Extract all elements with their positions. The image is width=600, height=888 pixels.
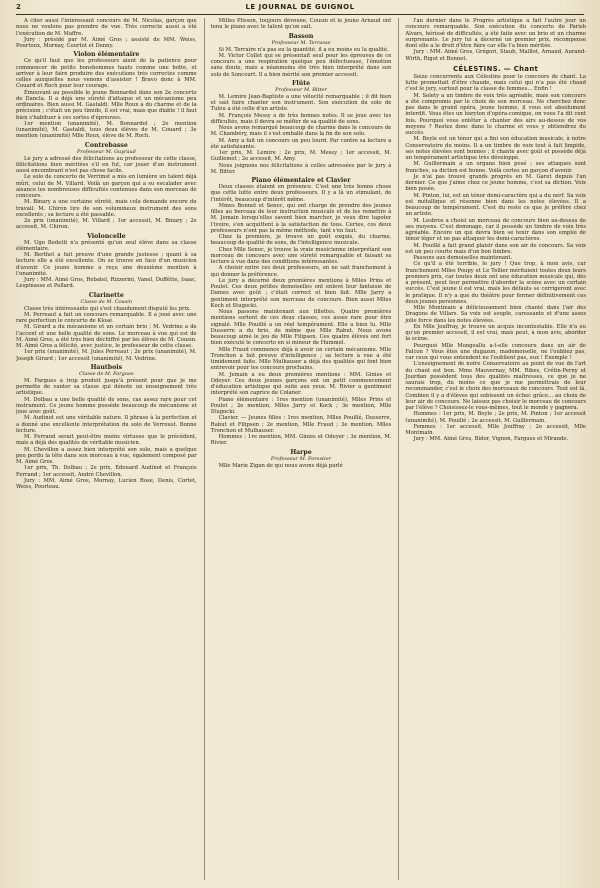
paragraph: Milles Plisson, toujours dévouée, Cousin et le jeune Arnaud ont tenu le piano avec le talent qu'on sait. — [210, 18, 392, 31]
paragraph: Jury : MM. Aimé Gros, Mornay, Lucien Rose, Denis, Cortet, Weiss, Pourteau. — [16, 477, 197, 490]
paragraph: M. Lesbros a choisi un morceau de concours bien au-dessus de ses moyens. C'est dommage, car il possède un timbre de voix très agréable. Encore un qui devra bien se tenir dans son emploi de ténor léger et ne pas attaquer les demi-caractères. — [405, 217, 587, 243]
paragraph: M. Ferrand serait peut-être moins virtuose que le précédent, mais a déjà des qualités de véritable musicien. — [16, 434, 197, 447]
paragraph: Ce qu'il faut que les professeurs aient de la patience pour commencer de petits bonshommes hauts comme une botte, et arriver à leur faire produire des exécutions très correctes comme celles auxquelles nous venons d'assister ! Bravo donc à MM. Couard et Roch pour leur courage. — [16, 58, 197, 90]
paragraph: En Mlle Jouffray, je trouve un acquis incontestable. Elle n'a eu qu'un premier accessit, il est vrai, mais peut, à mon avis, aborder la scène. — [405, 323, 587, 343]
paragraph: Le jury a décerné deux premières mentions à Mlles Prins et Poulet. Ces deux petites demoiselles ont enlevé leur fantaisie de Dames avec goût ; c'était correct et bien fait. Mlle Jarry a gentiment interprété son morceau de concours. Bien aussi Mlles Koch et Stugocki. — [210, 277, 392, 309]
page-number: 2 — [16, 3, 22, 11]
section-heading: Violoncelle — [87, 232, 126, 240]
paragraph: Chez la première, je trouve un goût exquis, du charme, beaucoup de qualité de sons, de l'intelligence musicale. — [210, 234, 392, 247]
paragraph: M. Binary a une certaine sûreté, mais cela demande encore du travail. M. Chiron tire de son volumineux instrument des sons excellents ; sa lecture a été passable. — [16, 199, 197, 218]
paragraph: l'an dernier dans le Progrès artistique a fait l'autre jour un concours remarquable. Son exécution du concerto de Parish Alvars, hérissé de difficultés, a été faite avec un brio et un charme surprenants. Le jury lui a décerné un premier prix, récompense dont elle a le droit d'être fière car elle l'a bien méritée. — [405, 18, 587, 49]
paragraph: Le jury a adressé des félicitations au professeur de cette classe, félicitations bien méritées s'il en fut, car jouer d'un instrument aussi encombrant n'est pas chose facile. — [16, 155, 197, 174]
paragraph: 2e prix (unanimité), M. Villard ; 1er accessit, M. Binary ; 2e accessit, M. Chiron. — [16, 218, 197, 231]
article-columns — [16, 18, 586, 880]
paragraph: Je n'ai pas trouvé grands progrès en M. Garet depuis l'an dernier. Ce que j'aime chez ce jeune homme, c'est sa diction. Voix bien posée. — [405, 173, 587, 193]
paragraph: Jury : MM. Aimé Gros, Grégori, Staub, Maillot, Arnaud, Aurand-Wirth, Rigot et Bonnet. — [405, 49, 587, 62]
column-right — [398, 18, 586, 880]
paragraph: M. Girard a du mécanisme et un certain brio ; M. Vedrine a de l'accent et une belle qualité de sons. Le morceau à vue qui est de M. Aimé Gros, a été très bien déchiffré par les élèves de M. Cousin. M. Aimé Gros a félicité, avec justice, le professeur de cette classe. — [16, 324, 197, 349]
paragraph: 1er prix (unanimité), M. Jules Perreaut ; 2e prix (unanimité), M. Joseph Girard ; 1er accessit (unanimité), M. Vedrine. — [16, 349, 197, 362]
paragraph: Pourquoi Mlle Mongeallu a-t-elle concouru dans un air de Falcon ? Vous êtes une dugazon, mademoiselle, ne l'oubliez pas, car ceux qui vous entendent ne l'oublient pas, eux ! Exemple ! — [405, 342, 587, 361]
section-heading: Hautbois — [90, 363, 123, 371]
paragraph: M. Lemire Jean-Baptiste a une vélocité remarquable ; il dit bien et sait faire chanter son instrument. Son exécution du solo de Tulou a été celle d'un artiste. — [210, 93, 392, 113]
paragraph: Hommes : 1er prix, M. Beyle ; 2e prix, M. Pinton ; 1er accessit (unanimité), M. Pouillé ; 2e accessit, M. Guillermain. — [405, 411, 587, 424]
column-left — [16, 18, 197, 880]
section-subtitle: Professeur M. Bitter — [275, 86, 327, 93]
paragraph: M. Pouillé a fait grand plaisir dans son air de concours. Sa voix est un peu courte mais d'un bon timbre. — [405, 242, 587, 255]
paragraph: M. Solety a un timbre de voix très agréable, mais son concours a été compromis par le choix de son morceau. Ne cherchez donc pas dans le grand opéra, jeune homme, il vous est absolument interdit. Vous êtes un baryton d'opéra-comique, on vous l'a dit cent fois. Pourquoi vous entêter à chanter des airs au-dessus de vos moyens ? Restez donc dans le charme et vous y obtiendrez du succès. — [405, 92, 587, 136]
section-subtitle: Classe de M. Fargues — [79, 370, 134, 377]
section-subtitle: Classe de M. Cousin — [80, 298, 133, 305]
section-heading: Clarinette — [88, 291, 124, 299]
paragraph: M. Ugo Bedetti n'a présenté qu'un seul élève dans sa classe élémentaire. — [16, 239, 197, 252]
paragraph: Mlle Marie Zigan de qui nous avons déjà parlé — [218, 462, 343, 469]
paragraph: M. Fargues a trop produit jusqu'à présent pour que je me permette de vanter sa classe qui dénote un enseignement très artistique. — [16, 377, 197, 397]
paragraph: M. Audinot est une véritable nature. Il phrase à la perfection et a donné une excellente interprétation du solo de Verroust. Bonne lecture. — [16, 415, 197, 434]
paragraph: Jury : MM. Aimé Gros, Bidor, Vignon, Fargues et Mirande. — [413, 436, 569, 443]
paragraph: M. Jemain a eu deux premières mentions : MM. Ginies et Odeyer. Ces deux jeunes garçons ont un petit commencement d'éducation artistique qui suite aux yeux. M. Rivier a gentiment interprété son caprice de Colaner. — [210, 371, 392, 397]
paragraph: Clavier. — Jeunes filles : 1res mention, Mlles Pouillé, Dusserre, Rabut et Filipsen ; 2e mention, Mlle Fraud ; 3e mention, Mlles Tronchon et Mulhauser. — [210, 415, 392, 434]
section-heading: CÉLESTINS. — Chant — [453, 64, 539, 73]
paragraph: Femmes : 1er accessit, Mlle Jouffray ; 2e accessit, Mlle Montmain. — [405, 423, 587, 436]
column-middle — [204, 18, 392, 880]
paragraph: A citer aussi l'intéressant concours de M. Nicolas, garçon que nous ne voulons pas prendre de vue. Très correcte aussi a été l'exécution de M. Maffre. — [16, 18, 197, 37]
paragraph: M. Berthet a fait preuve d'une grande justesse ; quant à sa lecture elle a été excellente. On se trouve en face d'un musicien d'avenir. Ce jeune homme a reçu une deuxième mention à l'unanimité. — [16, 252, 197, 277]
paragraph: Piano élémentaire : 1res mention (unanimité), Mlles Prins et Poulet ; 2e mention, Mlles Jarry et Kock ; 3e mention, Mlle Stugocki. — [210, 396, 392, 415]
paragraph: M. Chevillon a assez bien interprété son solo, mais a quelque peu perdu la tête dans son morceau à vue, également composé par M. Aimé Gros. — [16, 446, 197, 465]
header-rule — [16, 14, 584, 15]
paragraph: Jury : MM. Aimé Gros, Rebatel, Rizzerini, Vanel, Duffètte, Isaac, Lespinasse et Pallard. — [16, 277, 197, 290]
paragraph: A choisir entre ces deux professeurs, on ne sait franchement à qui donner la préférence. — [210, 265, 392, 278]
paragraph: Hommes : 1re mention, MM. Ginies et Odeyer ; 3e mention, M. Rivier. — [210, 434, 392, 447]
paragraph: Si M. Terraire n'a pas eu la quantité, il a eu moins eu la qualité. — [218, 46, 389, 53]
paragraph: Chez Mlle Senoc, je trouve la vraie musicienne interprétant son morceau de concours avec une sûreté remarquable et faisant sa lecture à vue dans des conditions intéressantes. — [210, 246, 392, 265]
paragraph: L'enseignement de notre Conservatoire au point de vue de l'art du chant est bon. Mme Mauvernay, MM. Ribes, Crétin-Perny et Jourdan possèdent tous des qualités maîtresses, ce que je ne saurais trop, du moins ce que je me permettrais de leur recommander, c'est le choix des morceaux de concours. Tout est là. Combien il y a d'élèves qui subissent un échec grâce... au choix de leur air de concours. Ne laissez pas choisir le morceau de concours par l'élève ? Choisissez-le vous-mêmes, tout le monde y gagnera. — [405, 361, 587, 411]
paragraph: 1er mention (unanimité), M. Bonnardel ; 2e mention (unanimité), M. Gastaldi, tous deux élèves de M. Couard ; 3e mention (unanimité) Mlle Roux, élève de M. Roch. — [16, 120, 197, 140]
paragraph: Passons aux demoiselles maintenant. — [413, 255, 513, 261]
paragraph: M. Victor Collet qui se présentait seul pour les épreuves de ce concours a une respiration quelque peu défectueuse, l'émotion sans doute, mais a néanmoins été très bien interprété dans son solo de Soncourt. Il a bien mérité son premier accessit. — [210, 52, 392, 78]
paragraph: M. Pinton, lui, est un ténor demi-caractère qui a du nerf. Sa voix est métallique et résonne bien dans les notes élevées. Il a beaucoup de tempérament. C'est du reste ce que je préfère chez un artiste. — [405, 192, 587, 218]
paragraph: Classe très intéressante qui s'est chaudement disputé les prix. — [24, 305, 191, 312]
paragraph: M. Perreaut a fait un concours remarquable. Il a joué avec une rare perfection le concerto de Klosé. — [16, 311, 197, 324]
page-header — [0, 0, 600, 14]
section-heading: Piano élémentaire et Clavier — [251, 177, 351, 184]
paragraph: Émouvant au possible le jeune Bonnardel dans son 2e concerto de Dancla. Il a déjà une sûreté d'attaque et un mécanisme peu ordinaires. Bien aussi M. Gastaldi. Mlle Roux a du charme et de la précision ; c'était un peu timide, il est vrai, mais que diable ! il faut bien s'habituer à ces sortes d'épreuves. — [16, 89, 197, 121]
paragraph: Nous avons remarqué beaucoup de charme dans le concours de M. Chambéry, mais il s'est emballé dans la fin de son solo. — [210, 125, 392, 138]
paragraph: Nous joignons nos félicitations à celles adressées par le jury à M. Bitter. — [210, 162, 392, 175]
section-subtitle: Professeur M. Forestier — [270, 455, 332, 462]
paragraph: M. François Messy a de très bonnes notes. Il se joue avec les difficultés, mais il devra se méfier de sa qualité de sons. — [210, 112, 392, 125]
paragraph: Ce qu'il a été terrible, le jury ! Que trop, à mon avis, car franchement Mlles Poupy et Le Tellier méritaient toutes deux leurs premiers prix, car toutes deux ont une éducation musicale qui, dès à présent, peut leur permettre d'aborder la scène avec un certain succès. C'est jeune il est vrai, mais les défauts se corrigeront avec le pratique. Il n'y a que du théâtre pour former définitivement ces deux jeunes personnes. — [405, 261, 587, 305]
paragraph: 1er prix, M. Lemire ; 2e prix, M. Messy ; 1er accessit, M. Guillemot ; 2e accessit, M. Amy. — [210, 150, 392, 163]
section-heading: Basson — [288, 32, 314, 40]
paragraph: M. Guillermain a un organe bien posé ; ses attaques sont franches, sa diction est bonne. Voilà certes un garçon d'avenir. — [405, 161, 587, 174]
paragraph: Nous passons maintenant aux fillettes. Quatre premières mentions sortent de ces deux classes, ces asses rare pour être signalé. Mlle Pouillé a un réel tempérament. Elle a bien lu. Mlle Dusserre a du brio, de même que Mlle Rabut. Nous avons beaucoup aimé le jeu de Mlle Filipsen. Ces quatre élèves ont fort bien exécuté le concerto en si mineur de Hummel. — [210, 309, 392, 347]
paragraph: 1er prix, Th. Dolbau ; 2e prix, Edouard Audinot et François Ferrand ; 1er accessit, André Chevillon. — [16, 465, 197, 478]
section-subtitle: Professeur M. Terrasse — [271, 39, 331, 46]
paragraph: Seize concurrents aux Célestins pour le concours de chant. La lutte promettait d'être chaude, mais celui qui n'a pas été chaud c'est le jury, surtout pour la classe de femmes... Enfin ! — [405, 73, 587, 93]
paragraph: Mmes Bonnet et Senoc, qui ont charge de prendre des jeunes filles au berceau de leur instruction musicale et de les remettre à M. Jemain lorsqu'elles savent bien marcher, je veux dire tapoter l'ivoire, s'en acquittent à la satisfaction de tous. Certes, ces deux professeurs n'ont pas la même méthode, tant s'en faut. — [210, 202, 392, 234]
paragraph: Jury : présidé par M. Aimé Gros ; assisté de MM. Weiss, Pourtoux, Mornay, Courtot et Denny. — [16, 36, 197, 49]
paragraph: Le solo de concerto de Verrimst a mis en lumière un talent déjà mûri, celui de M. Villard. Voilà un garçon qui a su escalader avec aisance les nombreuses difficultés contenues dans son morceau de concours. — [16, 174, 197, 199]
section-heading: Violon élémentaire — [73, 51, 140, 59]
section-heading: Harpe — [290, 448, 312, 456]
paragraph: M. Beyle est un ténor qui a fini son éducation musicale, à notre Conservatoire du moins. Il a un timbre de voix tout à fait limpide, ses notes élevées sont bonnes ; il chante avec goût et possède déjà un tempérament artistique très développé. — [405, 136, 587, 161]
paragraph: Deux classes étaient en présence. C'est une très bonne chose que cette lutte entre deux professeurs. Il y a là un stimulant, de l'intérêt, beaucoup d'intérêt même. — [210, 184, 392, 203]
section-subtitle: Professeur M. Guyraud — [76, 148, 136, 155]
section-heading: Flûte — [291, 79, 311, 87]
paragraph: Mlle Montmain a délicieusement bien chanté dans l'air des Dragons de Villars. Sa voix est souple, caressante et d'une assez jolie force dans les notes élevées. — [405, 305, 587, 324]
journal-title: LE JOURNAL DE GUIGNOL — [245, 3, 355, 11]
section-heading: Contrebasse — [84, 141, 128, 149]
paragraph: M. Amy a fait un concours un peu lourd. Par contre sa lecture a été satisfaisante. — [210, 137, 392, 150]
paragraph: M. Dolbau a une belle qualité de sons, cas assez rare pour cet instrument. Ce jeune homme possède beaucoup de mécanisme et joue avec goût. — [16, 396, 197, 415]
paragraph: Mlle Fraud commence déjà à avoir un certain mécanisme. Mlle Tronchon a fait preuve d'intelligence ; sa lecture à vue a été timidement faite. Mlle Mulhauser a déjà des qualités qui font bien entrevoir pour les concours prochains. — [210, 346, 392, 372]
